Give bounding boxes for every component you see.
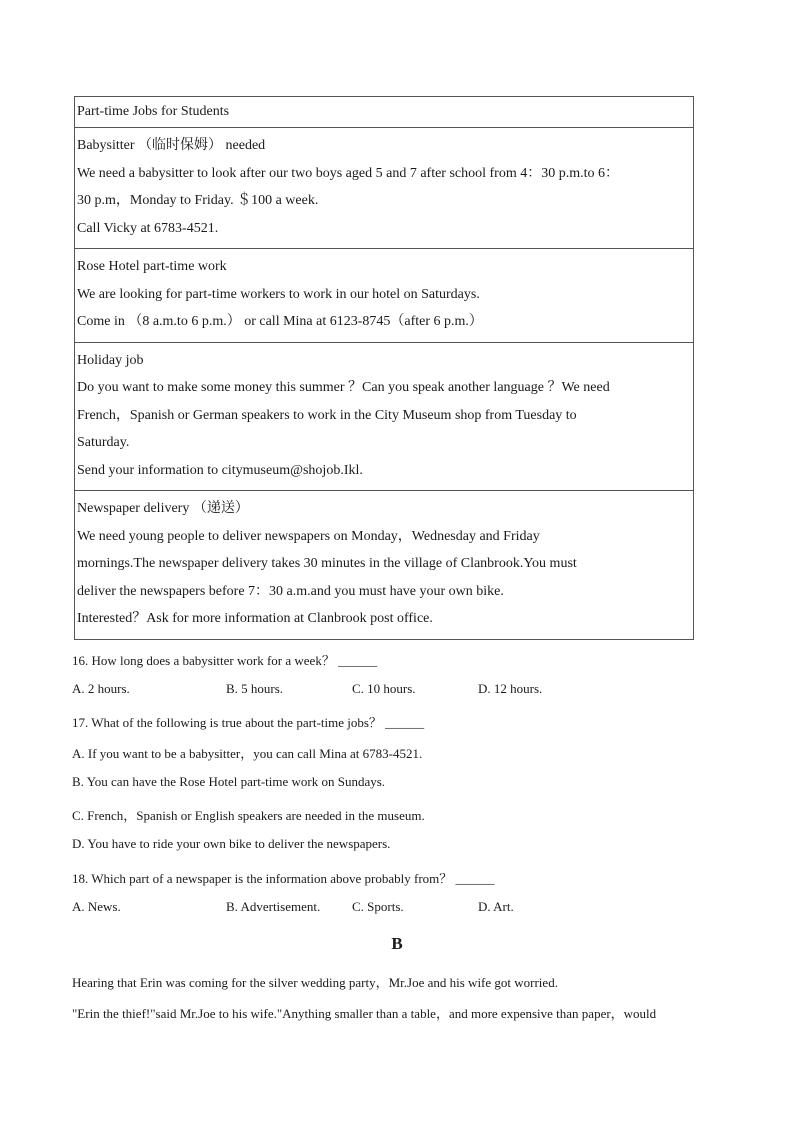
ad-text: We need young people to deliver newspapers on Monday，Wednesday and Friday — [77, 528, 540, 544]
ad-text: French，Spanish or German speakers to work in the City Museum shop from Tuesday to — [77, 407, 577, 423]
option-row — [72, 899, 722, 917]
ad-text: Saturday. — [77, 435, 130, 450]
option-a: A. 2 hours. — [72, 681, 130, 696]
ad-holiday-job — [75, 342, 693, 491]
option-a: A. If you want to be a babysitter，you can call Mina at 6783-4521. — [72, 746, 423, 761]
ad-text: We are looking for part-time workers to work in our hotel on Saturdays. — [77, 286, 480, 302]
table-title-row — [75, 97, 693, 127]
jobs-table — [74, 96, 694, 640]
ad-heading: Rose Hotel part-time work — [77, 259, 227, 274]
question-stem: 17. What of the following is true about the part-time jobs？ ______ — [72, 715, 425, 730]
ad-text: deliver the newspapers before 7：30 a.m.and you must have your own bike. — [77, 583, 504, 599]
option-a: A. News. — [72, 899, 121, 914]
ad-text: Interested？Ask for more information at Clanbrook post office. — [77, 611, 433, 626]
option-row — [72, 681, 722, 699]
passage-line: Hearing that Erin was coming for the silver wedding party，Mr.Joe and his wife got worried. — [72, 975, 558, 990]
option-d: D. Art. — [478, 899, 514, 914]
ad-newspaper-delivery — [75, 490, 693, 639]
option-c: C. 10 hours. — [352, 681, 416, 696]
option-c: C. Sports. — [352, 899, 404, 914]
ad-heading: Newspaper delivery （递送） — [77, 501, 249, 516]
ad-text: Do you want to make some money this summer ？Can you speak another language ？We need — [77, 380, 610, 395]
ad-babysitter — [75, 127, 693, 248]
passage-line: "Erin the thief!"said Mr.Joe to his wife."Anything smaller than a table，and more expensive than paper，would — [72, 1006, 657, 1021]
section-heading: B — [391, 934, 403, 953]
option-d: D. You have to ride your own bike to deliver the newspapers. — [72, 836, 391, 851]
option-b: B. 5 hours. — [226, 681, 284, 696]
ad-text: We need a babysitter to look after our two boys aged 5 and 7 after school from 4：30 p.m.to 6： — [77, 165, 620, 181]
ad-text: mornings.The newspaper delivery takes 30 minutes in the village of Clanbrook.You must — [77, 556, 577, 571]
ad-heading: Holiday job — [77, 352, 144, 368]
ad-text: Come in （8 a.m.to 6 p.m.） or call Mina at 6123-8745（after 6 p.m.） — [77, 314, 483, 329]
ad-rose-hotel — [75, 248, 693, 342]
question-stem: 16. How long does a babysitter work for a week？ ______ — [72, 653, 378, 668]
ad-heading: Babysitter （临时保姆） needed — [77, 138, 266, 153]
option-d: D. 12 hours. — [478, 681, 543, 696]
ad-text: Call Vicky at 6783-4521. — [77, 220, 219, 236]
ad-text: 30 p.m，Monday to Friday. ＄100 a week. — [77, 193, 319, 208]
table-title: Part-time Jobs for Students — [77, 104, 230, 119]
option-c: C. French，Spanish or English speakers are needed in the museum. — [72, 808, 425, 823]
question-stem: 18. Which part of a newspaper is the information above probably from？ ______ — [72, 871, 495, 886]
option-b: B. Advertisement. — [226, 899, 321, 914]
ad-text: Send your information to citymuseum@shojob.Ikl. — [77, 462, 363, 478]
option-b: B. You can have the Rose Hotel part-time work on Sundays. — [72, 774, 386, 789]
